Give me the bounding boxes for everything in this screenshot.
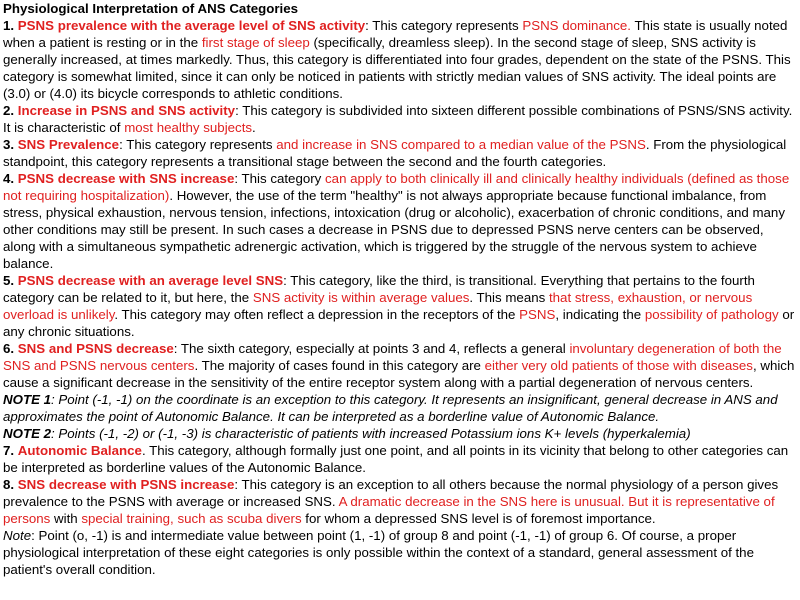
body-text: . The majority of cases found in this category are (194, 358, 485, 373)
highlighted-text: can apply to both clinically ill and clinically healthy individuals (defined as those not requiring hospitalization) (3, 171, 790, 203)
body-text: . This means (469, 290, 549, 305)
category-heading: PSNS prevalence with the average level of SNS activity (17, 18, 366, 33)
body-text: with (50, 511, 82, 526)
final-note-label: Note (3, 528, 32, 543)
highlighted-text: either very old patients of those with diseases (484, 358, 753, 373)
category-paragraph (3, 476, 797, 527)
body-text: : This category, like the third, is transitional. Everything that pertains to the fourth category can be related to it, but here, the (3, 273, 755, 305)
body-text: This state is usually noted when a patient is resting or in the (3, 18, 788, 50)
highlighted-text: special training, such as scuba divers (81, 511, 302, 526)
category-number: 8. (3, 477, 15, 492)
body-text: : This category (234, 171, 326, 186)
final-note (3, 527, 797, 578)
highlighted-text: that stress, exhaustion, or nervous overload is unlikely (3, 290, 753, 322)
category-heading: SNS and PSNS decrease (17, 341, 174, 356)
body-text: . (252, 120, 256, 135)
body-text: : This category represents (365, 18, 523, 33)
highlighted-text: SNS activity is within average values (252, 290, 470, 305)
note-2 (3, 425, 797, 442)
category-heading: SNS decrease with PSNS increase (17, 477, 235, 492)
body-text: : This category is an exception to all others because the normal physiology of a person gives prevalence to the PSNS with average or increased SNS. (3, 477, 779, 509)
highlighted-text: A dramatic decrease in the SNS here is unusual. But it is representative of persons (3, 494, 775, 526)
categories-list-a (3, 17, 797, 391)
document-title: Physiological Interpretation of ANS Categories (3, 1, 299, 16)
category-heading: PSNS decrease with an average level SNS (17, 273, 284, 288)
highlighted-text: and increase in SNS compared to a median value of the PSNS (276, 137, 646, 152)
body-text: . From the physiological standpoint, this category represents a transitional stage between the second and the fourth categories. (3, 137, 787, 169)
category-number: 2. (3, 103, 15, 118)
category-number: 3. (3, 137, 15, 152)
final-note-text: : Point (o, -1) is and intermediate value between point (1, -1) of group 8 and point (-1, -1) of group 6. Of course, a proper physiological interpretation of these eight categories is only possible within the context of a standard, general assessment of the patient's overall condition. (3, 528, 754, 577)
category-heading: PSNS decrease with SNS increase (17, 171, 235, 186)
body-text: , which cause a significant decrease in the sensitivity of the entire receptor system along with a partial degeneration of nervous centers. (3, 358, 795, 390)
highlighted-text: PSNS (519, 307, 556, 322)
body-text: or any chronic situations. (3, 307, 795, 339)
note-1-text: : Point (-1, -1) on the coordinate is an exception to this category. It represents an insignificant, general decrease in ANS and approximates the point of Autonomic Balance. It can be interpreted as a borderline value of Autonomic Balance. (3, 392, 778, 424)
body-text: (specifically, dreamless sleep). In the second stage of sleep, SNS activity is generally increased, at times markedly. Thus, this category is differentiated into four grades, dependent on the state of the PSNS. This category is somewhat limited, since it can only be noticed in patients with strictly median values of SNS activity. The ideal points are (3.0) or (4.0) its bicycle corresponds to athletic conditions. (3, 35, 791, 101)
category-paragraph (3, 17, 797, 102)
note-1-label: NOTE 1 (3, 392, 52, 407)
highlighted-text: most healthy subjects (124, 120, 253, 135)
category-heading: SNS Prevalence (17, 137, 120, 152)
category-number: 6. (3, 341, 15, 356)
categories-list-b (3, 442, 797, 527)
category-paragraph (3, 272, 797, 340)
body-text: for whom a depressed SNS level is of foremost importance. (301, 511, 656, 526)
category-number: 7. (3, 443, 15, 458)
category-number: 5. (3, 273, 15, 288)
body-text: , indicating the (555, 307, 645, 322)
body-text: : This category represents (119, 137, 277, 152)
category-paragraph (3, 442, 797, 476)
category-paragraph (3, 340, 797, 391)
category-number: 1. (3, 18, 15, 33)
category-heading: Autonomic Balance (17, 443, 142, 458)
category-heading: Increase in PSNS and SNS activity (17, 103, 236, 118)
highlighted-text: PSNS dominance. (522, 18, 631, 33)
category-paragraph (3, 136, 797, 170)
note-2-text: : Points (-1, -2) or (-1, -3) is characteristic of patients with increased Potassium ions K+ levels (hyperkalemia) (51, 426, 691, 441)
highlighted-text: involuntary degeneration of both the SNS and PSNS nervous centers (3, 341, 782, 373)
note-1 (3, 391, 797, 425)
body-text: . This category may often reflect a depression in the receptors of the (114, 307, 520, 322)
note-2-label: NOTE 2 (3, 426, 52, 441)
category-number: 4. (3, 171, 15, 186)
category-paragraph (3, 102, 797, 136)
category-paragraph (3, 170, 797, 272)
body-text: : The sixth category, especially at points 3 and 4, reflects a general (173, 341, 570, 356)
body-text: . However, the use of the term "healthy" is not always appropriate because functional imbalance, from stress, physical exhaustion, nervous tension, infections, intoxication (drug or alcoholic), exacerbation of chronic conditions, and many other conditions may still be present. In such cases a decrease in PSNS due to depressed PSNS nerve centers can be observed, along with a simultaneous sympathetic adrenergic activation, which is triggered by the struggle of the nervous system to achieve balance. (3, 188, 785, 271)
highlighted-text: possibility of pathology (644, 307, 779, 322)
body-text: : This category is subdivided into sixteen different possible combinations of PSNS/SNS activity. It is characteristic of (3, 103, 793, 135)
body-text: . This category, although formally just one point, and all points in its vicinity that belong to other categories can be interpreted as borderline values of the Autonomic Balance. (3, 443, 789, 475)
highlighted-text: first stage of sleep (201, 35, 310, 50)
